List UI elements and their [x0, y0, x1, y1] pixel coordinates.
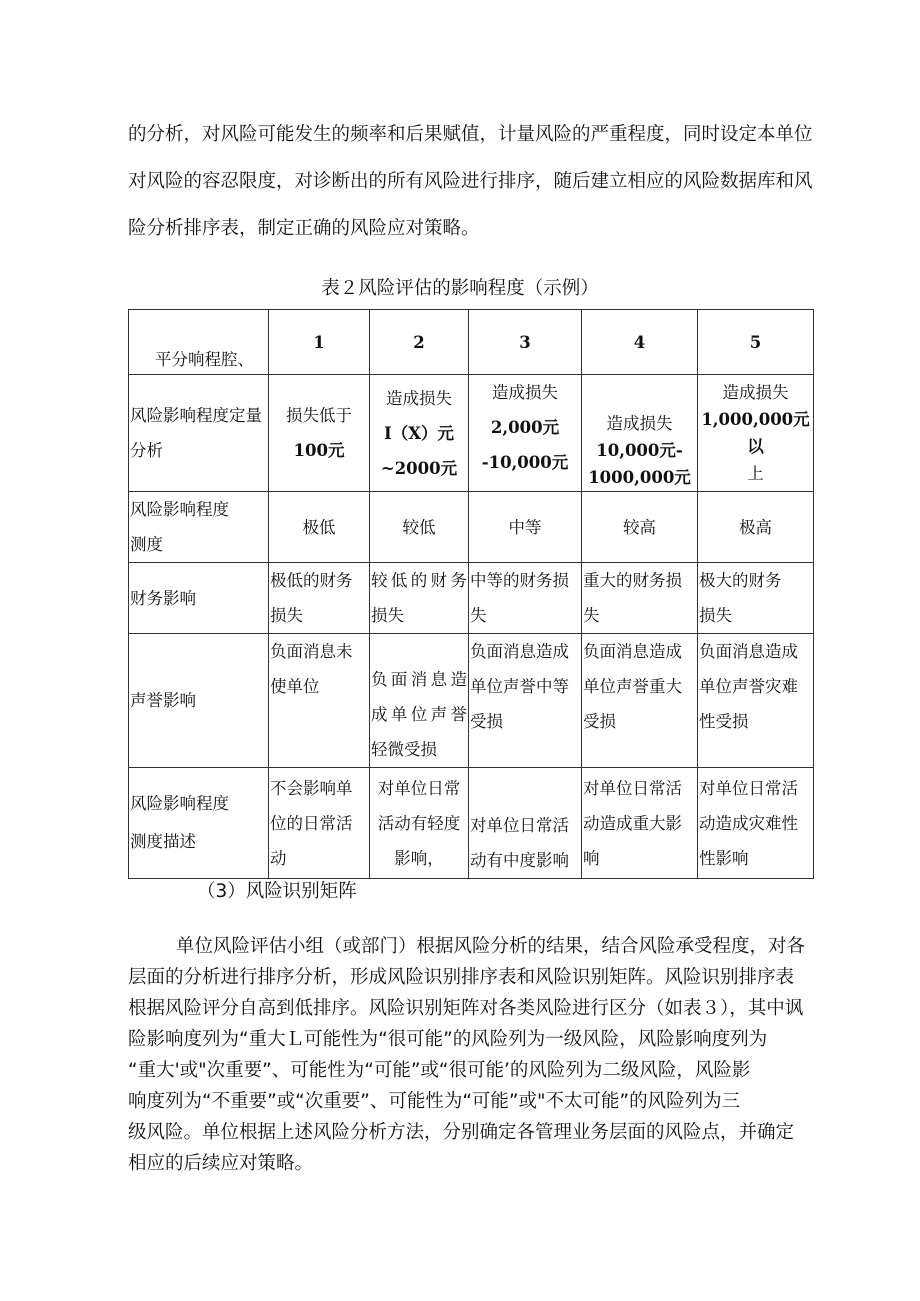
- table-row-finance: [129, 563, 814, 634]
- level-header: 4: [582, 310, 698, 375]
- level-header: 1: [269, 310, 370, 375]
- description-cell-5: 对单位日常活 动造成灾难性 性影响: [698, 768, 814, 879]
- finance-cell-1: 极低的财务 损失: [269, 563, 370, 634]
- paragraph-line: 根据风险评分自高到低排序。风险识别矩阵对各类风险进行区分（如表３），其中讽: [128, 998, 804, 1019]
- degree-cell: 极低: [269, 492, 370, 563]
- level-header: 2: [370, 310, 469, 375]
- level-header: 3: [469, 310, 582, 375]
- paragraph-line: 对风险的容忍限度，对诊断出的所有风险进行排序，随后建立相应的风险数据库和风: [128, 171, 813, 192]
- paragraph-line: 响度列为“不重要”或“次重要”、可能性为“可能”或"不太可能”的风险列为三: [128, 1091, 741, 1112]
- description-cell-2: 对单位日常 活动有轻度 影响，: [370, 768, 469, 879]
- paragraph-line: 层面的分析进行排序分析，形成风险识别排序表和风险识别矩阵。风险识别排序表: [128, 967, 795, 988]
- description-cell-3: 对单位日常活 动有中度影响: [469, 768, 582, 879]
- table-row-degree: [129, 492, 814, 563]
- finance-cell-2: 较低的财务 损失: [370, 563, 469, 634]
- row-label-finance: 财务影响: [129, 563, 269, 634]
- paragraph-line: 险分析排序表，制定正确的风险应对策略。: [128, 218, 480, 239]
- row-label-reputation: 声誉影响: [129, 634, 269, 768]
- degree-cell: 较高: [582, 492, 698, 563]
- degree-cell: 较低: [370, 492, 469, 563]
- paragraph-line: 的分析，对风险可能发生的频率和后果赋值，计量风险的严重程度，同时设定本单位: [128, 124, 813, 145]
- row-label-quantitative: 风险影响程度定量 分析: [129, 375, 269, 492]
- reputation-cell-4: 负面消息造成 单位声誉重大 受损: [582, 634, 698, 768]
- paragraph-line: 险影响度列为“重大Ｌ可能性为“很可能”的风险列为一级风险，风险影响度列为: [128, 1029, 768, 1050]
- paragraph-line: “重大'或"次重要”、可能性为“可能”或“很可能’的风险列为二级风险，风险影: [128, 1060, 751, 1081]
- paragraph-line: 单位风险评估小组（或部门）根据风险分析的结果，结合风险承受程度，对各: [176, 936, 806, 957]
- header-corner-cell: 平分响程腔、: [129, 310, 269, 375]
- table-caption: 表２风险评估的影响程度（示例）: [321, 278, 599, 299]
- quant-cell-5: 造成损失 1,000,000元以 上: [698, 375, 814, 492]
- reputation-cell-1: 负面消息未 使单位: [269, 634, 370, 768]
- level-header: 5: [698, 310, 814, 375]
- table-header-row: [129, 310, 814, 375]
- degree-cell: 中等: [469, 492, 582, 563]
- quant-cell-1: 损失低于 100元: [269, 375, 370, 492]
- table-row-reputation: [129, 634, 814, 768]
- paragraph-line: 级风险。单位根据上述风险分析方法，分别确定各管理业务层面的风险点，并确定: [128, 1122, 795, 1143]
- degree-cell: 极高: [698, 492, 814, 563]
- quant-cell-4: 造成损失 10,000元- 1000,000元: [582, 375, 698, 492]
- row-label-degree: 风险影响程度 测度: [129, 492, 269, 563]
- table-row-quantitative: [129, 375, 814, 492]
- quant-cell-2: 造成损失 I（X）元 ~2000元: [370, 375, 469, 492]
- finance-cell-5: 极大的财务 损失: [698, 563, 814, 634]
- reputation-cell-2: 负面消息造 成单位声誉 轻微受损: [370, 634, 469, 768]
- reputation-cell-5: 负面消息造成 单位声誉灾难 性受损: [698, 634, 814, 768]
- description-cell-1: 不会影响单 位的日常活 动: [269, 768, 370, 879]
- row-label-description: 风险影响程度 测度描述: [129, 768, 269, 879]
- finance-cell-3: 中等的财务损 失: [469, 563, 582, 634]
- table-row-description: [129, 768, 814, 879]
- section-heading: （3）风险识别矩阵: [197, 881, 357, 902]
- risk-impact-table: [128, 309, 814, 879]
- finance-cell-4: 重大的财务损 失: [582, 563, 698, 634]
- reputation-cell-3: 负面消息造成 单位声誉中等 受损: [469, 634, 582, 768]
- paragraph-line: 相应的后续应对策略。: [128, 1153, 314, 1174]
- quant-cell-3: 造成损失 2,000元 -10,000元: [469, 375, 582, 492]
- description-cell-4: 对单位日常活 动造成重大影 响: [582, 768, 698, 879]
